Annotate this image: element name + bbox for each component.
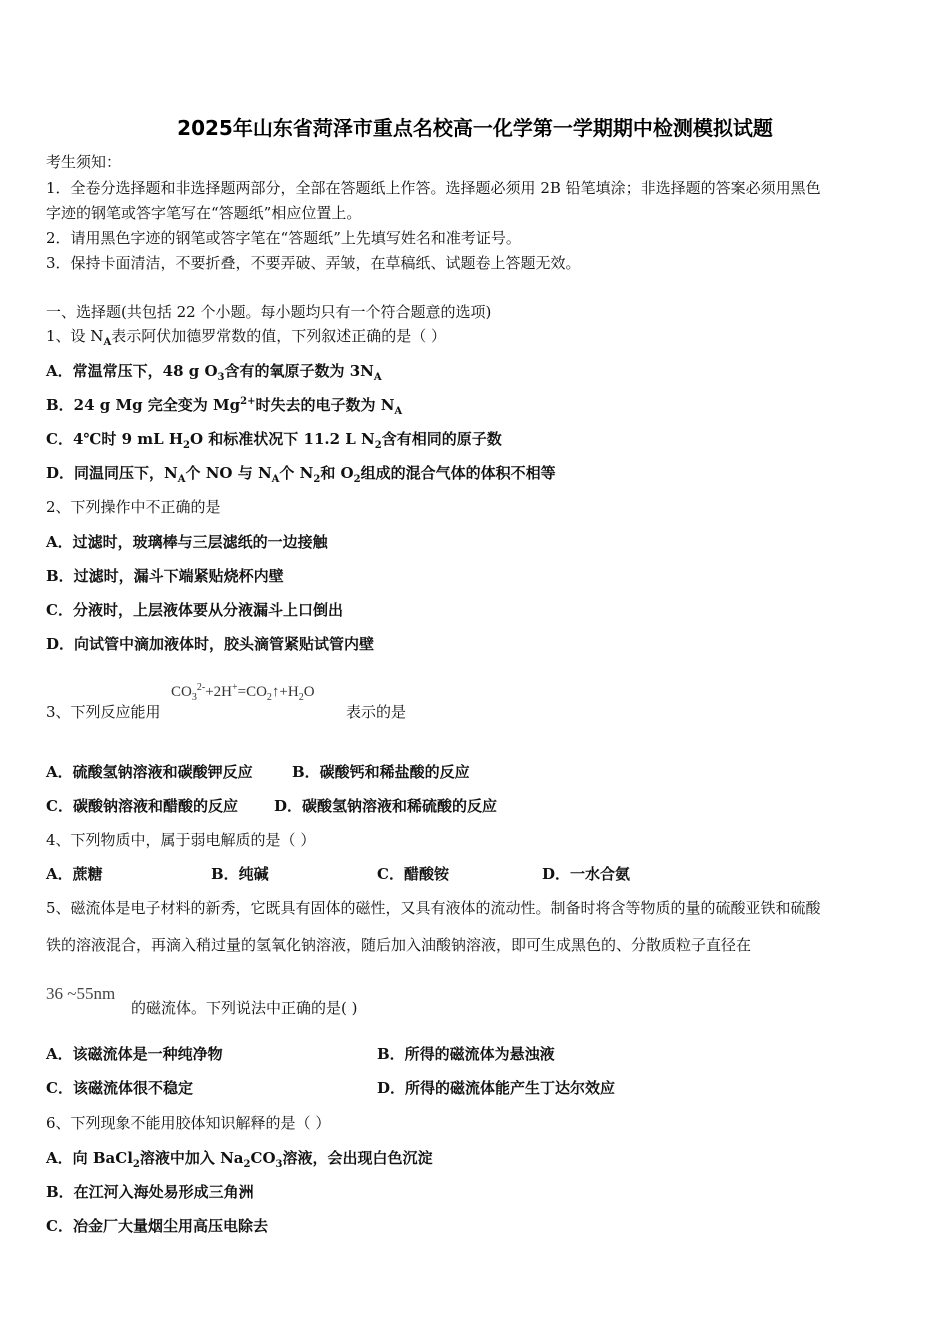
text-part: +2H	[205, 684, 232, 700]
text-part: O 和标准状况下 11.2 L N	[190, 430, 375, 448]
text-part: 溶液，会出现白色沉淀	[282, 1149, 433, 1167]
subscript: 3	[275, 1159, 283, 1170]
q5-stem-line-2: 铁的溶液混合，再滴入稍过量的氢氧化钠溶液，随后加入油酸钠溶液，即可生成黑色的、分散质粒子直径在	[46, 936, 752, 954]
q1-option-b[interactable]	[46, 395, 402, 415]
q2-option-b[interactable]: B．过滤时，漏斗下端紧贴烧杯内壁	[46, 567, 284, 585]
q5-stem-line-1: 5、磁流体是电子材料的新秀，它既具有固体的磁性，又具有液体的流动性。制备时将含等物质的量的硫酸亚铁和硫酸	[46, 899, 821, 917]
notice-heading: 考生须知：	[46, 153, 122, 171]
subscript: A	[394, 406, 403, 417]
subscript: A	[177, 474, 186, 485]
subscript: A	[271, 474, 280, 485]
text-part: 溶液中加入 Na	[139, 1149, 244, 1167]
subscript: 3	[191, 692, 197, 703]
q1-option-a[interactable]	[46, 361, 382, 381]
text-part: 时失去的电子数为 N	[255, 396, 395, 414]
text-part: 个 N	[279, 464, 314, 482]
text-part: B．24 g Mg 完全变为 Mg	[46, 396, 241, 414]
text-part: D．同温同压下，N	[46, 464, 178, 482]
q5-option-a[interactable]: A．该磁流体是一种纯净物	[46, 1045, 223, 1063]
q2-option-c[interactable]: C．分液时，上层液体要从分液漏斗上口倒出	[46, 601, 343, 619]
subscript: 2	[298, 692, 304, 703]
text-part: ↑+H	[271, 684, 299, 700]
q2-stem: 2、下列操作中不正确的是	[46, 498, 221, 516]
page-title: 2025年山东省菏泽市重点名校高一化学第一学期期中检测模拟试题	[177, 116, 773, 140]
subscript: 2	[374, 440, 382, 451]
superscript: 2+	[240, 396, 256, 407]
text-part: CO	[171, 684, 192, 700]
q4-stem: 4、下列物质中，属于弱电解质的是（ ）	[46, 831, 316, 849]
subscript: 2	[243, 1159, 251, 1170]
q3-option-b[interactable]: B．碳酸钙和稀盐酸的反应	[292, 763, 470, 781]
q6-option-c[interactable]: C．冶金厂大量烟尘用高压电除去	[46, 1217, 268, 1235]
subscript: 2	[313, 474, 321, 485]
subscript: 2	[132, 1159, 140, 1170]
q5-particle-size-range: 36 ~55nm	[46, 984, 116, 1003]
text-part: O	[303, 684, 315, 700]
section-heading: 一、选择题(共包括 22 个小题。每小题均只有一个符合题意的选项)	[46, 303, 492, 321]
q5-option-d[interactable]: D．所得的磁流体能产生丁达尔效应	[377, 1079, 616, 1097]
q3-option-a[interactable]: A．硫酸氢钠溶液和碳酸钾反应	[46, 763, 253, 781]
q5-option-b[interactable]: B．所得的磁流体为悬浊液	[377, 1045, 555, 1063]
notice-line-3: 3．保持卡面清洁，不要折叠，不要弄破、弄皱，在草稿纸、试题卷上答题无效。	[46, 254, 581, 272]
text-part: C．4℃时 9 mL H	[46, 430, 184, 448]
text-part: 含有相同的原子数	[381, 430, 502, 448]
q2-option-a[interactable]: A．过滤时，玻璃棒与三层滤纸的一边接触	[46, 533, 328, 551]
superscript: +	[231, 682, 238, 693]
q3-option-c[interactable]: C．碳酸钠溶液和醋酸的反应	[46, 797, 238, 815]
q1-option-c[interactable]	[46, 429, 502, 449]
q6-stem: 6、下列现象不能用胶体知识解释的是（ ）	[46, 1114, 331, 1132]
notice-line-1a: 1．全卷分选择题和非选择题两部分，全部在答题纸上作答。选择题必须用 2B 铅笔填涂；非选择题的答案必须用黑色	[46, 179, 821, 197]
subscript: 2	[266, 692, 272, 703]
text-part: A．常温常压下，48 g O	[46, 362, 218, 380]
q5-stem-line-3: 的磁流体。下列说法中正确的是( )	[131, 999, 358, 1017]
superscript: 2-	[196, 682, 206, 693]
subscript: A	[373, 372, 382, 383]
subscript: 3	[217, 372, 225, 383]
subscript: 2	[353, 474, 361, 485]
text-part: 组成的混合气体的体积不相等	[360, 464, 556, 482]
q2-option-d[interactable]: D．向试管中滴加液体时，胶头滴管紧贴试管内壁	[46, 635, 375, 653]
text-part: 含有的氧原子数为 3N	[224, 362, 374, 380]
q3-stem-b: 表示的是	[346, 703, 407, 721]
q4-option-c[interactable]: C．醋酸铵	[377, 865, 449, 883]
q3-option-d[interactable]: D．碳酸氢钠溶液和稀硫酸的反应	[274, 797, 498, 815]
text-part: =CO	[237, 684, 267, 700]
q1-stem-part: 表示阿伏加德罗常数的值，下列叙述正确的是（ ）	[111, 327, 446, 345]
notice-line-2: 2．请用黑色字迹的钢笔或答字笔在“答题纸”上先填写姓名和准考证号。	[46, 229, 521, 247]
q6-option-b[interactable]: B．在江河入海处易形成三角洲	[46, 1183, 254, 1201]
text-part: 个 NO 与 N	[185, 464, 272, 482]
q1-stem-sub: A	[103, 337, 112, 348]
subscript: 2	[183, 440, 191, 451]
notice-line-1b: 字迹的钢笔或答字笔写在“答题纸”相应位置上。	[46, 204, 362, 222]
text-part: A．向 BaCl	[46, 1149, 133, 1167]
q3-ionic-equation	[171, 684, 315, 701]
q6-option-a[interactable]	[46, 1148, 433, 1168]
q1-stem-part: 1、设 N	[46, 327, 104, 345]
q1-option-d[interactable]	[46, 463, 556, 483]
text-part: CO	[250, 1149, 276, 1167]
q5-option-c[interactable]: C．该磁流体很不稳定	[46, 1079, 193, 1097]
q4-option-a[interactable]: A．蔗糖	[46, 865, 103, 883]
q4-option-b[interactable]: B．纯碱	[211, 865, 269, 883]
q4-option-d[interactable]: D．一水合氨	[542, 865, 631, 883]
q1-stem	[46, 326, 446, 346]
q3-stem-a: 3、下列反应能用	[46, 703, 161, 721]
text-part: 和 O	[320, 464, 354, 482]
